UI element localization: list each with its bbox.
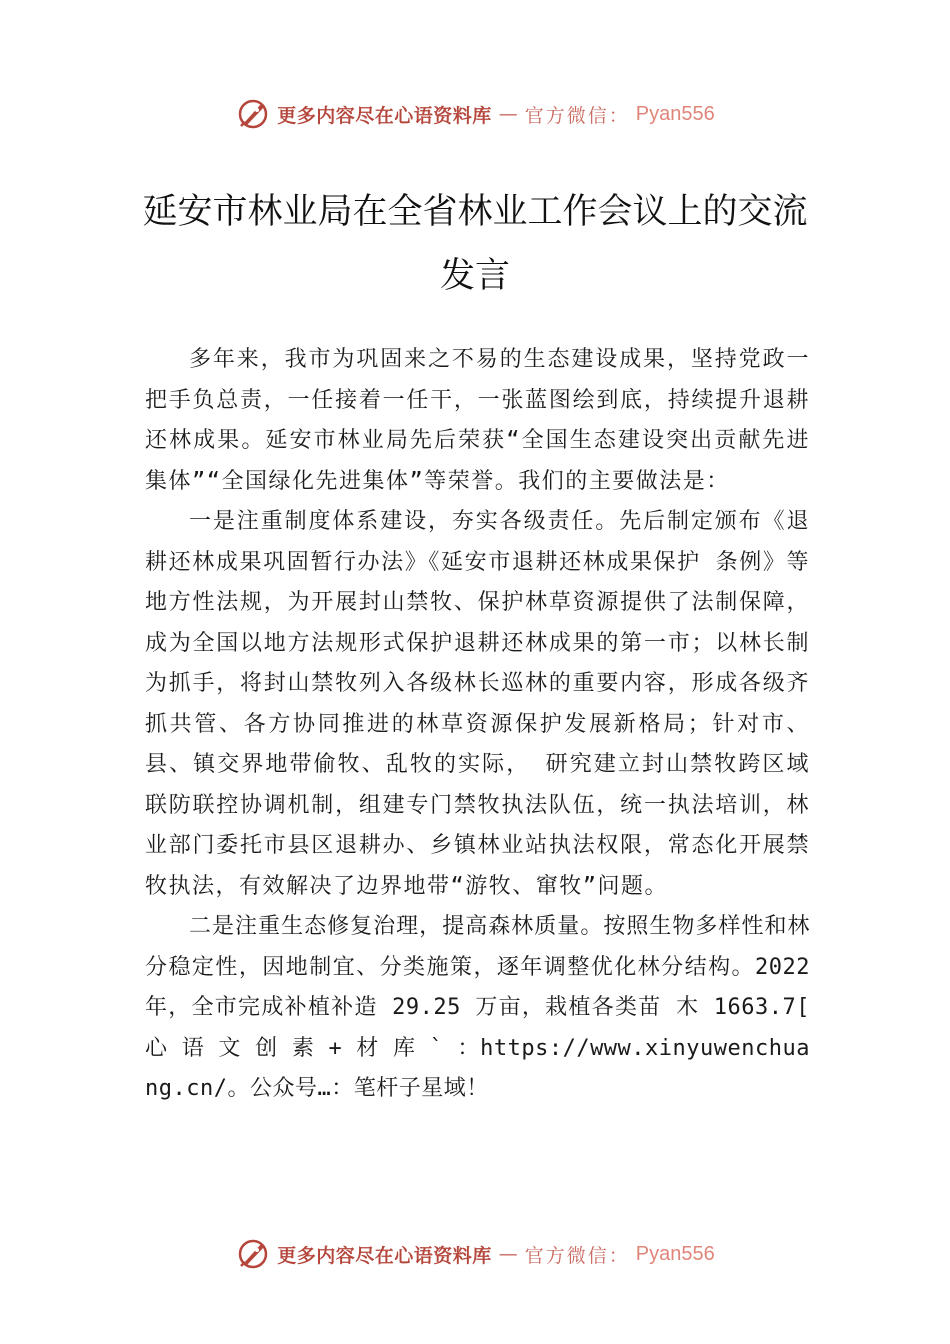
quill-pen-logo-icon bbox=[235, 96, 271, 132]
paragraph-point-two: 二是注重生态修复治理，提高森林质量。按照生物多样性和林分稳定性，因地制宜、分类施策，逐年调整优化林分结构。2022 年，全市完成补植补造 29.25 万亩，栽植各类苗 木 1663.7[ 心 语 文 创 素 + 材 库 ` ：https://www.xinyuwenchuang.cn/。公众号…：笔杆子星域！ bbox=[145, 914, 810, 1101]
paragraph-point-one: 一是注重制度体系建设，夯实各级责任。先后制定颁布《退耕还林成果巩固暂行办法》《延安市退耕还林成果保护 条例》等地方性法规，为开展封山禁牧、保护林草资源提供了法制保障，成为全国以地方法规形式保护退耕还林成果的第一市；以林长制为抓手，将封山禁牧列入各级林长巡林的重要内容，形成各级齐抓共管、各方协同推进的林草资源保护发展新格局；针对市、县、镇交界地带偷牧、乱牧的实际， 研究建立封山禁牧跨区域联防联控协调机制，组建专门禁牧执法队伍，统一执法培训，林业部门委托市县区退耕办、乡镇林业站执法权限，常态化开展禁牧执法，有效解决了边界地带“游牧、窜牧”问题。 bbox=[145, 509, 810, 899]
document-body bbox=[145, 340, 810, 1110]
banner-wechat-id: Pyan556 bbox=[635, 1242, 715, 1265]
banner-wechat-label: 官方微信： bbox=[524, 104, 630, 127]
banner-dash: — bbox=[498, 1243, 518, 1265]
banner-wechat-id: Pyan556 bbox=[635, 102, 715, 125]
footer-banner bbox=[0, 1232, 950, 1276]
banner-wechat-label: 官方微信： bbox=[524, 1244, 630, 1267]
banner-site-text: 更多内容尽在心语资料库 bbox=[277, 104, 492, 127]
document-title: 延安市林业局在全省林业工作会议上的交流发言 bbox=[142, 192, 808, 296]
paragraph-intro: 多年来，我市为巩固来之不易的生态建设成果，坚持党政一把手负总责，一任接着一任干，一张蓝图绘到底，持续提升退耕还林成果。延安市林业局先后荣获“全国生态建设突出贡献先进集体”“全国绿化先进集体”等荣誉。我们的主要做法是： bbox=[145, 347, 810, 494]
banner-site-text: 更多内容尽在心语资料库 bbox=[277, 1244, 492, 1267]
header-banner bbox=[0, 92, 950, 136]
quill-pen-logo-icon bbox=[235, 1236, 271, 1272]
banner-dash: — bbox=[498, 103, 518, 125]
